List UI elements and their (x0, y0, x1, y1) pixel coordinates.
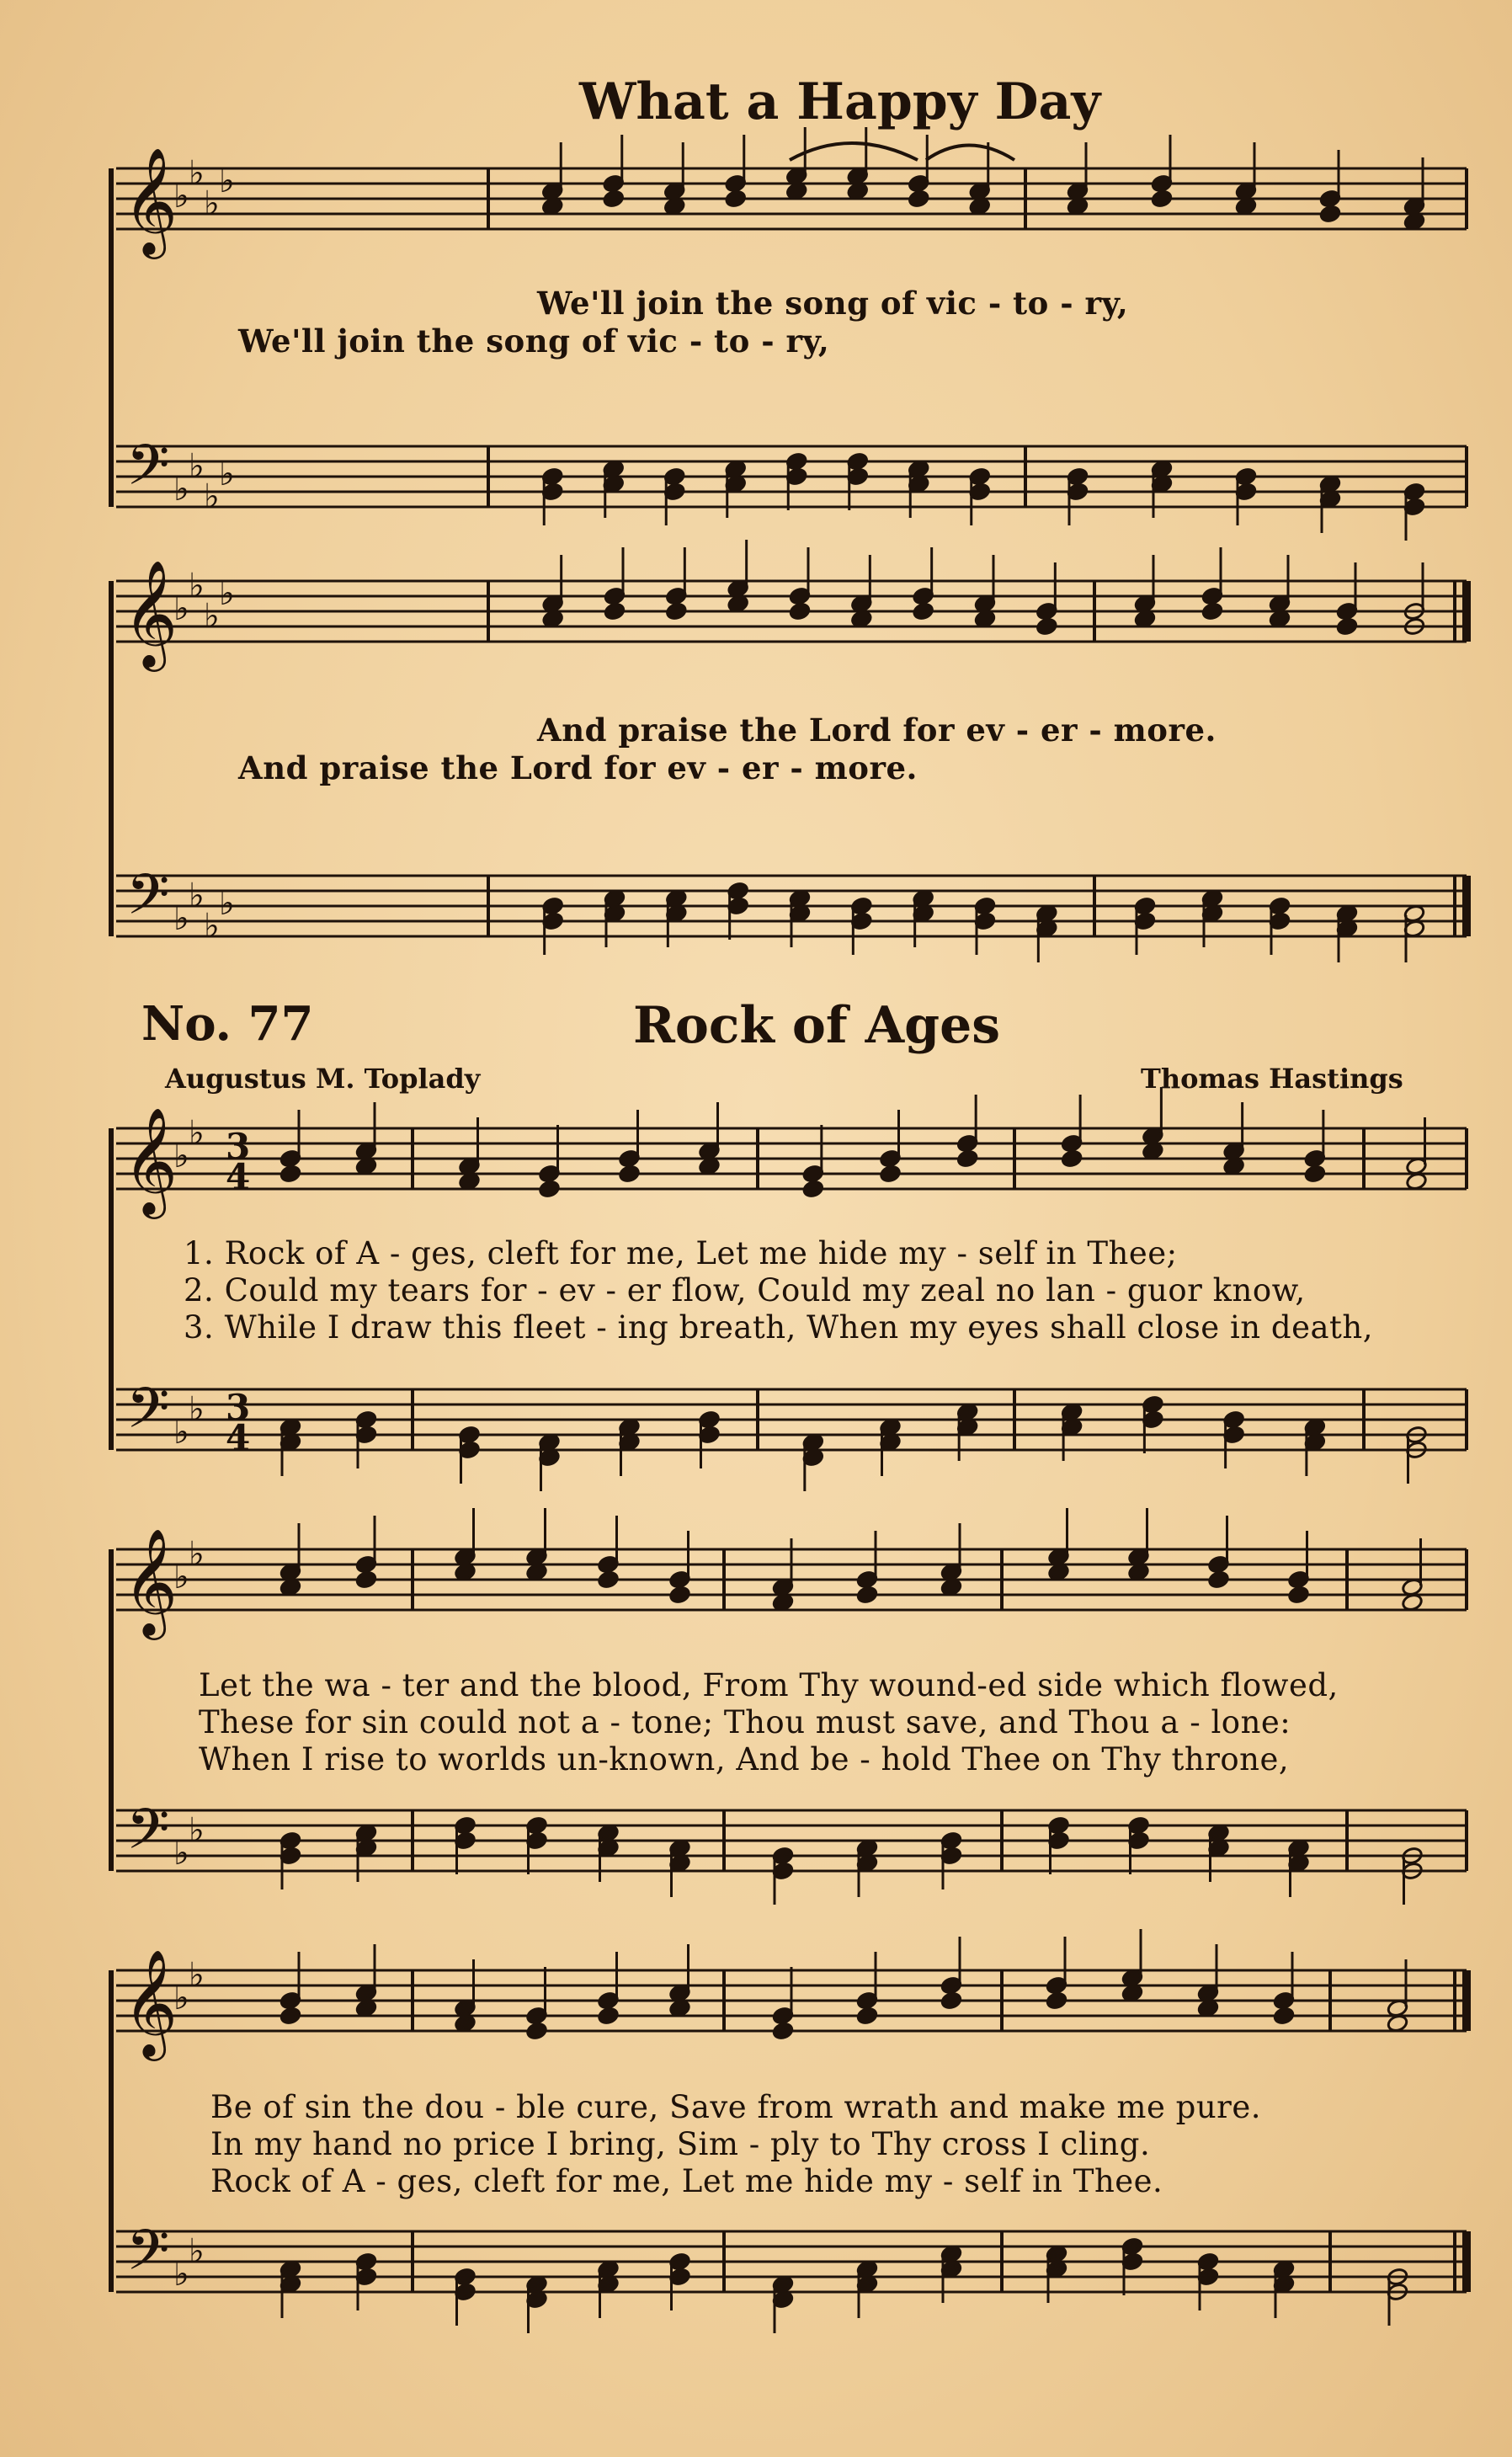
time-signature: 3 (226, 1387, 251, 1428)
chord-note (603, 189, 625, 209)
slur (790, 143, 918, 160)
verse-2-line: 2. Could my tears for - ev - er flow, Could my zeal no lan - guor know, (184, 1272, 1306, 1308)
chord-note (1151, 189, 1173, 209)
chord-note (1287, 1586, 1309, 1605)
chord-note (856, 2007, 878, 2026)
flat-icon: ♭ (173, 899, 189, 938)
verse-2-line: In my hand no price I bring, Sim - ply to Thy cross I cling. (210, 2126, 1151, 2162)
treble-clef-icon: 𝄞 (123, 1106, 178, 1214)
flat-icon: ♭ (219, 884, 235, 923)
treble-clef-icon: 𝄞 (123, 147, 178, 254)
flat-icon: ♭ (189, 2232, 205, 2271)
chord-note (1273, 2007, 1295, 2026)
chord-note (725, 189, 747, 209)
flat-icon: ♭ (189, 154, 205, 193)
lyric-line: And praise the Lord for ev - er - more. (238, 749, 918, 786)
chord-note (908, 189, 929, 209)
chord-note (1201, 602, 1223, 621)
chord-note (538, 1180, 560, 1199)
time-signature: 4 (226, 1417, 251, 1458)
chord-note (879, 1165, 901, 1184)
chord-note (1304, 1165, 1326, 1184)
bass-clef-icon: 𝄢 (126, 2218, 170, 2296)
chord-note (1319, 205, 1341, 224)
flat-icon: ♭ (173, 589, 189, 628)
chord-note (280, 1165, 301, 1184)
chord-note (280, 2007, 301, 2026)
flat-icon: ♭ (189, 877, 205, 915)
chord-note (956, 1149, 978, 1169)
verse-2-line: These for sin could not a - tone; Thou must save, and Thou a - lone: (199, 1704, 1291, 1740)
treble-clef-icon: 𝄞 (123, 559, 178, 667)
flat-icon: ♭ (189, 1390, 205, 1429)
verse-3-line: When I rise to worlds un-known, And be - hold Thee on Thy throne, (199, 1741, 1290, 1777)
flat-icon: ♭ (189, 447, 205, 486)
verse-1-line: Be of sin the dou - ble cure, Save from wrath and make me pure. (210, 2089, 1262, 2125)
chord-note (940, 1991, 962, 2011)
verse-3-line: Rock of A - ges, cleft for me, Let me hide my - self in Thee. (210, 2163, 1163, 2199)
flat-icon: ♭ (173, 1979, 189, 2017)
flat-icon: ♭ (204, 184, 220, 223)
chord-note (618, 1165, 640, 1184)
treble-clef-icon: 𝄞 (123, 1527, 178, 1635)
bass-clef-icon: 𝄢 (126, 1797, 170, 1875)
time-signature: 3 (226, 1126, 251, 1167)
verse-3-line: 3. While I draw this fleet - ing breath, When my eyes shall close in death, (184, 1309, 1373, 1346)
chord-note (913, 602, 934, 621)
flat-icon: ♭ (189, 1114, 205, 1153)
lyric-line: We'll join the song of vic - to - ry, (537, 285, 1129, 322)
flat-icon: ♭ (173, 177, 189, 216)
verse-1-line: Let the wa - ter and the blood, From Thy wound-ed side which flowed, (199, 1667, 1339, 1703)
chord-note (856, 1586, 878, 1605)
slur (926, 146, 1014, 161)
bass-clef-icon: 𝄢 (126, 433, 170, 511)
chord-note (772, 2022, 794, 2041)
flat-icon: ♭ (189, 1811, 205, 1850)
treble-clef-icon: 𝄞 (123, 1948, 178, 2056)
bass-clef-icon: 𝄢 (126, 862, 170, 941)
flat-icon: ♭ (173, 1558, 189, 1596)
chord-note (665, 602, 687, 621)
composer-credit: Thomas Hastings (1141, 1063, 1403, 1095)
chord-note (1207, 1570, 1229, 1590)
chord-note (802, 1180, 824, 1199)
flat-icon: ♭ (189, 1535, 205, 1574)
chord-note (1036, 617, 1057, 637)
chord-note (355, 1570, 377, 1590)
chord-note (1046, 1991, 1067, 2011)
flat-icon: ♭ (219, 574, 235, 613)
chord-note (597, 1570, 619, 1590)
flat-icon: ♭ (173, 470, 189, 509)
time-signature: 4 (226, 1156, 251, 1197)
lyric-line: And praise the Lord for ev - er - more. (537, 712, 1217, 749)
song-title-happy-day: What a Happy Day (579, 72, 1101, 131)
chord-note (597, 2007, 619, 2026)
flat-icon: ♭ (173, 1834, 189, 1873)
flat-icon: ♭ (204, 477, 220, 516)
chord-note (1336, 617, 1358, 637)
song-title-rock-of-ages: Rock of Ages (633, 996, 1001, 1055)
flat-icon: ♭ (204, 597, 220, 636)
chord-note (1061, 1149, 1083, 1169)
flat-icon: ♭ (219, 162, 235, 200)
flat-icon: ♭ (189, 567, 205, 605)
hymn-number: No. 77 (141, 996, 314, 1052)
flat-icon: ♭ (173, 1413, 189, 1452)
chord-note (525, 2022, 547, 2041)
flat-icon: ♭ (173, 1137, 189, 1175)
chord-note (789, 602, 811, 621)
flat-icon: ♭ (204, 907, 220, 946)
flat-icon: ♭ (173, 2255, 189, 2294)
flat-icon: ♭ (189, 1956, 205, 1995)
lyricist-credit: Augustus M. Toplady (165, 1063, 481, 1095)
verse-1-line: 1. Rock of A - ges, cleft for me, Let me hide my - self in Thee; (184, 1235, 1178, 1271)
flat-icon: ♭ (219, 455, 235, 493)
chord-note (604, 602, 626, 621)
lyric-line: We'll join the song of vic - to - ry, (238, 322, 830, 360)
bass-clef-icon: 𝄢 (126, 1376, 170, 1454)
chord-note (668, 1586, 690, 1605)
